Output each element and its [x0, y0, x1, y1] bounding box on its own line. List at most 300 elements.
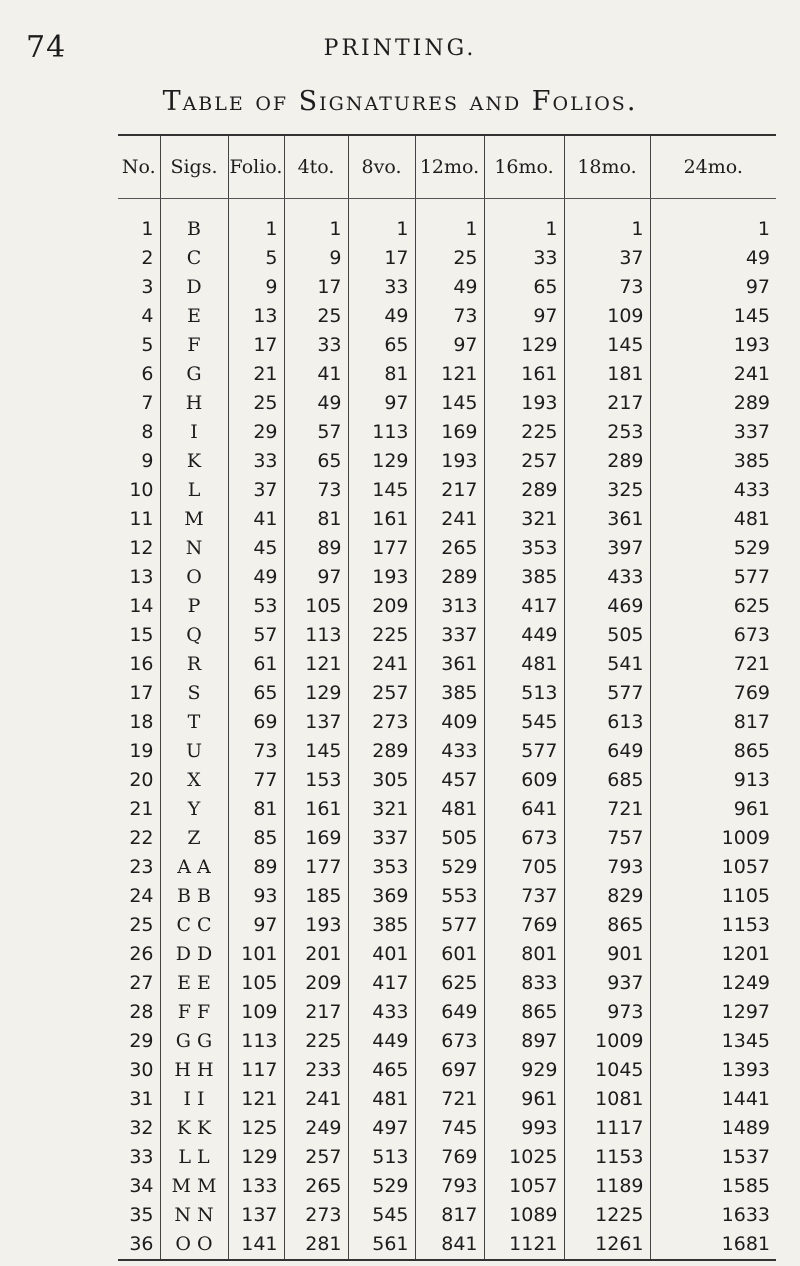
column-header-16mo: 16mo.	[484, 135, 564, 199]
cell-no: 32	[129, 1117, 154, 1139]
cell-18mo: 757	[564, 824, 650, 853]
cell-24mo: 1441	[650, 1085, 776, 1114]
cell-24mo: 1585	[650, 1172, 776, 1201]
cell-sigs: H H	[160, 1056, 228, 1085]
cell-4to: 145	[284, 737, 348, 766]
cell-no: 27	[129, 972, 154, 994]
cell-12mo: 193	[415, 447, 484, 476]
cell-24mo: 481	[650, 505, 776, 534]
cell-8vo: 465	[348, 1056, 415, 1085]
cell-no: 7	[141, 392, 154, 414]
cell-folio: 105	[228, 969, 284, 998]
cell-12mo: 817	[415, 1201, 484, 1230]
cell-16mo: 641	[484, 795, 564, 824]
cell-no: 28	[129, 1001, 154, 1023]
cell-24mo: 1681	[650, 1230, 776, 1260]
cell-no: 16	[129, 653, 154, 675]
cell-4to: 217	[284, 998, 348, 1027]
cell-12mo: 457	[415, 766, 484, 795]
cell-4to: 41	[284, 360, 348, 389]
cell-16mo: 65	[484, 273, 564, 302]
cell-folio: 117	[228, 1056, 284, 1085]
cell-sigs: L L	[160, 1143, 228, 1172]
cell-folio: 53	[228, 592, 284, 621]
cell-4to: 105	[284, 592, 348, 621]
cell-4to: 49	[284, 389, 348, 418]
cell-24mo: 961	[650, 795, 776, 824]
cell-4to: 169	[284, 824, 348, 853]
table-row	[118, 244, 776, 273]
cell-4to: 225	[284, 1027, 348, 1056]
table-header-row	[118, 135, 776, 199]
cell-24mo: 577	[650, 563, 776, 592]
cell-folio: 9	[228, 273, 284, 302]
cell-18mo: 1081	[564, 1085, 650, 1114]
cell-folio: 17	[228, 331, 284, 360]
cell-18mo: 721	[564, 795, 650, 824]
cell-sigs: I I	[160, 1085, 228, 1114]
cell-12mo: 73	[415, 302, 484, 331]
cell-24mo: 1537	[650, 1143, 776, 1172]
cell-folio: 45	[228, 534, 284, 563]
cell-folio: 69	[228, 708, 284, 737]
table-row	[118, 882, 776, 911]
cell-no: 23	[129, 856, 154, 878]
cell-18mo: 361	[564, 505, 650, 534]
cell-8vo: 49	[348, 302, 415, 331]
cell-no: 34	[129, 1175, 154, 1197]
cell-sigs: B B	[160, 882, 228, 911]
cell-24mo: 385	[650, 447, 776, 476]
cell-no: 13	[129, 566, 154, 588]
cell-12mo: 361	[415, 650, 484, 679]
cell-folio: 89	[228, 853, 284, 882]
cell-4to: 65	[284, 447, 348, 476]
cell-12mo: 553	[415, 882, 484, 911]
cell-16mo: 353	[484, 534, 564, 563]
cell-18mo: 469	[564, 592, 650, 621]
cell-8vo: 321	[348, 795, 415, 824]
cell-sigs: M	[160, 505, 228, 534]
cell-18mo: 937	[564, 969, 650, 998]
table-row	[118, 505, 776, 534]
cell-18mo: 505	[564, 621, 650, 650]
cell-12mo: 409	[415, 708, 484, 737]
cell-24mo: 1393	[650, 1056, 776, 1085]
cell-sigs: C	[160, 244, 228, 273]
cell-8vo: 449	[348, 1027, 415, 1056]
cell-sigs: L	[160, 476, 228, 505]
table-row	[118, 650, 776, 679]
cell-sigs: C C	[160, 911, 228, 940]
cell-12mo: 241	[415, 505, 484, 534]
cell-8vo: 129	[348, 447, 415, 476]
table-row	[118, 1230, 776, 1260]
cell-folio: 85	[228, 824, 284, 853]
table-row	[118, 1027, 776, 1056]
cell-24mo: 97	[650, 273, 776, 302]
cell-12mo: 481	[415, 795, 484, 824]
cell-4to: 209	[284, 969, 348, 998]
cell-18mo: 577	[564, 679, 650, 708]
cell-8vo: 161	[348, 505, 415, 534]
table-row	[118, 199, 776, 245]
table-row	[118, 998, 776, 1027]
cell-18mo: 1261	[564, 1230, 650, 1260]
cell-4to: 273	[284, 1201, 348, 1230]
table-row	[118, 273, 776, 302]
table-row	[118, 534, 776, 563]
cell-18mo: 109	[564, 302, 650, 331]
cell-4to: 265	[284, 1172, 348, 1201]
table-row	[118, 940, 776, 969]
cell-12mo: 577	[415, 911, 484, 940]
cell-16mo: 33	[484, 244, 564, 273]
cell-12mo: 265	[415, 534, 484, 563]
cell-24mo: 193	[650, 331, 776, 360]
cell-8vo: 401	[348, 940, 415, 969]
table-row	[118, 389, 776, 418]
cell-4to: 177	[284, 853, 348, 882]
cell-12mo: 697	[415, 1056, 484, 1085]
cell-folio: 29	[228, 418, 284, 447]
cell-4to: 9	[284, 244, 348, 273]
cell-12mo: 433	[415, 737, 484, 766]
cell-16mo: 705	[484, 853, 564, 882]
cell-no: 15	[129, 624, 154, 646]
cell-folio: 121	[228, 1085, 284, 1114]
cell-16mo: 97	[484, 302, 564, 331]
cell-18mo: 289	[564, 447, 650, 476]
cell-folio: 13	[228, 302, 284, 331]
cell-folio: 129	[228, 1143, 284, 1172]
column-header-24mo: 24mo.	[650, 135, 776, 199]
cell-8vo: 337	[348, 824, 415, 853]
cell-no: 35	[129, 1204, 154, 1226]
column-header-18mo: 18mo.	[564, 135, 650, 199]
cell-16mo: 161	[484, 360, 564, 389]
column-header-12mo: 12mo.	[415, 135, 484, 199]
cell-18mo: 685	[564, 766, 650, 795]
cell-folio: 5	[228, 244, 284, 273]
cell-24mo: 337	[650, 418, 776, 447]
cell-no: 3	[141, 276, 154, 298]
cell-folio: 101	[228, 940, 284, 969]
cell-folio: 33	[228, 447, 284, 476]
cell-18mo: 973	[564, 998, 650, 1027]
table-row	[118, 360, 776, 389]
cell-sigs: I	[160, 418, 228, 447]
cell-folio: 81	[228, 795, 284, 824]
cell-12mo: 169	[415, 418, 484, 447]
cell-16mo: 1025	[484, 1143, 564, 1172]
running-head	[0, 30, 800, 70]
table-row	[118, 969, 776, 998]
cell-no: 30	[129, 1059, 154, 1081]
cell-folio: 1	[228, 199, 284, 245]
cell-8vo: 193	[348, 563, 415, 592]
cell-sigs: E	[160, 302, 228, 331]
cell-4to: 89	[284, 534, 348, 563]
cell-sigs: P	[160, 592, 228, 621]
cell-no: 33	[129, 1146, 154, 1168]
cell-4to: 257	[284, 1143, 348, 1172]
cell-4to: 137	[284, 708, 348, 737]
cell-4to: 281	[284, 1230, 348, 1260]
cell-24mo: 1297	[650, 998, 776, 1027]
cell-24mo: 49	[650, 244, 776, 273]
cell-24mo: 145	[650, 302, 776, 331]
cell-8vo: 257	[348, 679, 415, 708]
cell-18mo: 181	[564, 360, 650, 389]
cell-4to: 129	[284, 679, 348, 708]
cell-no: 1	[141, 218, 154, 240]
cell-folio: 41	[228, 505, 284, 534]
table-row	[118, 824, 776, 853]
cell-16mo: 865	[484, 998, 564, 1027]
cell-4to: 233	[284, 1056, 348, 1085]
cell-sigs: Y	[160, 795, 228, 824]
cell-18mo: 541	[564, 650, 650, 679]
cell-24mo: 1633	[650, 1201, 776, 1230]
cell-folio: 125	[228, 1114, 284, 1143]
cell-4to: 241	[284, 1085, 348, 1114]
cell-24mo: 625	[650, 592, 776, 621]
cell-sigs: Z	[160, 824, 228, 853]
cell-no: 29	[129, 1030, 154, 1052]
cell-12mo: 841	[415, 1230, 484, 1260]
cell-folio: 61	[228, 650, 284, 679]
cell-8vo: 433	[348, 998, 415, 1027]
cell-no: 20	[129, 769, 154, 791]
table-row	[118, 1201, 776, 1230]
cell-sigs: K	[160, 447, 228, 476]
cell-8vo: 177	[348, 534, 415, 563]
cell-no: 36	[118, 1230, 160, 1260]
cell-8vo: 529	[348, 1172, 415, 1201]
cell-no: 10	[129, 479, 154, 501]
cell-12mo: 145	[415, 389, 484, 418]
cell-24mo: 913	[650, 766, 776, 795]
cell-sigs: K K	[160, 1114, 228, 1143]
cell-16mo: 673	[484, 824, 564, 853]
cell-12mo: 745	[415, 1114, 484, 1143]
cell-8vo: 353	[348, 853, 415, 882]
table-body	[118, 199, 776, 1261]
column-header-8vo: 8vo.	[348, 135, 415, 199]
cell-folio: 25	[228, 389, 284, 418]
cell-folio: 133	[228, 1172, 284, 1201]
table-row	[118, 911, 776, 940]
cell-no: 26	[129, 943, 154, 965]
cell-sigs: O O	[160, 1230, 228, 1260]
cell-4to: 185	[284, 882, 348, 911]
cell-16mo: 801	[484, 940, 564, 969]
cell-24mo: 1489	[650, 1114, 776, 1143]
cell-folio: 97	[228, 911, 284, 940]
cell-4to: 113	[284, 621, 348, 650]
cell-sigs: U	[160, 737, 228, 766]
cell-16mo: 609	[484, 766, 564, 795]
cell-16mo: 1057	[484, 1172, 564, 1201]
table-row	[118, 418, 776, 447]
cell-18mo: 325	[564, 476, 650, 505]
table-row	[118, 476, 776, 505]
cell-16mo: 289	[484, 476, 564, 505]
cell-folio: 57	[228, 621, 284, 650]
cell-12mo: 313	[415, 592, 484, 621]
cell-no: 8	[141, 421, 154, 443]
cell-8vo: 481	[348, 1085, 415, 1114]
cell-no: 11	[129, 508, 154, 530]
cell-folio: 65	[228, 679, 284, 708]
cell-16mo: 129	[484, 331, 564, 360]
table-row	[118, 621, 776, 650]
cell-24mo: 433	[650, 476, 776, 505]
table-title: Table of Signatures and Folios.	[162, 86, 638, 117]
cell-no: 25	[129, 914, 154, 936]
cell-8vo: 513	[348, 1143, 415, 1172]
cell-8vo: 305	[348, 766, 415, 795]
cell-8vo: 497	[348, 1114, 415, 1143]
cell-4to: 57	[284, 418, 348, 447]
cell-folio: 93	[228, 882, 284, 911]
cell-sigs: B	[160, 199, 228, 245]
cell-16mo: 577	[484, 737, 564, 766]
cell-sigs: D	[160, 273, 228, 302]
page-number: 74	[26, 30, 67, 65]
signatures-table	[118, 134, 776, 1261]
cell-12mo: 505	[415, 824, 484, 853]
cell-4to: 201	[284, 940, 348, 969]
table-row	[118, 563, 776, 592]
cell-sigs: N	[160, 534, 228, 563]
cell-no: 24	[129, 885, 154, 907]
cell-8vo: 369	[348, 882, 415, 911]
table-row	[118, 1114, 776, 1143]
cell-sigs: F F	[160, 998, 228, 1027]
cell-12mo: 769	[415, 1143, 484, 1172]
cell-8vo: 1	[348, 199, 415, 245]
cell-16mo: 449	[484, 621, 564, 650]
cell-16mo: 545	[484, 708, 564, 737]
cell-8vo: 273	[348, 708, 415, 737]
cell-24mo: 529	[650, 534, 776, 563]
cell-18mo: 829	[564, 882, 650, 911]
cell-16mo: 1089	[484, 1201, 564, 1230]
cell-4to: 153	[284, 766, 348, 795]
cell-18mo: 1153	[564, 1143, 650, 1172]
cell-no: 12	[129, 537, 154, 559]
cell-16mo: 193	[484, 389, 564, 418]
cell-18mo: 37	[564, 244, 650, 273]
cell-12mo: 97	[415, 331, 484, 360]
cell-12mo: 289	[415, 563, 484, 592]
table-row	[118, 679, 776, 708]
cell-8vo: 225	[348, 621, 415, 650]
cell-8vo: 385	[348, 911, 415, 940]
cell-4to: 193	[284, 911, 348, 940]
cell-16mo: 897	[484, 1027, 564, 1056]
cell-folio: 141	[228, 1230, 284, 1260]
cell-24mo: 241	[650, 360, 776, 389]
cell-8vo: 33	[348, 273, 415, 302]
cell-16mo: 225	[484, 418, 564, 447]
cell-no: 17	[129, 682, 154, 704]
cell-18mo: 613	[564, 708, 650, 737]
table-row	[118, 708, 776, 737]
cell-24mo: 1249	[650, 969, 776, 998]
cell-24mo: 817	[650, 708, 776, 737]
table-row	[118, 766, 776, 795]
cell-18mo: 145	[564, 331, 650, 360]
cell-sigs: G	[160, 360, 228, 389]
cell-sigs: O	[160, 563, 228, 592]
cell-no: 5	[141, 334, 154, 356]
cell-8vo: 97	[348, 389, 415, 418]
cell-8vo: 17	[348, 244, 415, 273]
cell-16mo: 385	[484, 563, 564, 592]
column-header-4to: 4to.	[284, 135, 348, 199]
table-row	[118, 1143, 776, 1172]
cell-4to: 33	[284, 331, 348, 360]
cell-12mo: 649	[415, 998, 484, 1027]
cell-folio: 21	[228, 360, 284, 389]
cell-no: 2	[141, 247, 154, 269]
cell-folio: 49	[228, 563, 284, 592]
cell-12mo: 529	[415, 853, 484, 882]
cell-24mo: 289	[650, 389, 776, 418]
table-row	[118, 331, 776, 360]
cell-no: 9	[141, 450, 154, 472]
cell-4to: 249	[284, 1114, 348, 1143]
cell-16mo: 1	[484, 199, 564, 245]
cell-sigs: A A	[160, 853, 228, 882]
cell-no: 19	[129, 740, 154, 762]
cell-8vo: 545	[348, 1201, 415, 1230]
cell-24mo: 1201	[650, 940, 776, 969]
cell-24mo: 673	[650, 621, 776, 650]
cell-8vo: 209	[348, 592, 415, 621]
cell-12mo: 217	[415, 476, 484, 505]
table-row	[118, 592, 776, 621]
cell-12mo: 721	[415, 1085, 484, 1114]
cell-4to: 17	[284, 273, 348, 302]
cell-16mo: 833	[484, 969, 564, 998]
cell-sigs: R	[160, 650, 228, 679]
table-row	[118, 1085, 776, 1114]
cell-24mo: 1105	[650, 882, 776, 911]
cell-no: 6	[141, 363, 154, 385]
cell-sigs: M M	[160, 1172, 228, 1201]
table-row	[118, 302, 776, 331]
cell-16mo: 1121	[484, 1230, 564, 1260]
cell-24mo: 1345	[650, 1027, 776, 1056]
cell-8vo: 145	[348, 476, 415, 505]
cell-18mo: 217	[564, 389, 650, 418]
cell-18mo: 253	[564, 418, 650, 447]
cell-sigs: F	[160, 331, 228, 360]
cell-folio: 137	[228, 1201, 284, 1230]
cell-8vo: 561	[348, 1230, 415, 1260]
cell-8vo: 289	[348, 737, 415, 766]
cell-8vo: 65	[348, 331, 415, 360]
cell-16mo: 961	[484, 1085, 564, 1114]
cell-18mo: 793	[564, 853, 650, 882]
cell-16mo: 321	[484, 505, 564, 534]
cell-sigs: Q	[160, 621, 228, 650]
cell-4to: 97	[284, 563, 348, 592]
